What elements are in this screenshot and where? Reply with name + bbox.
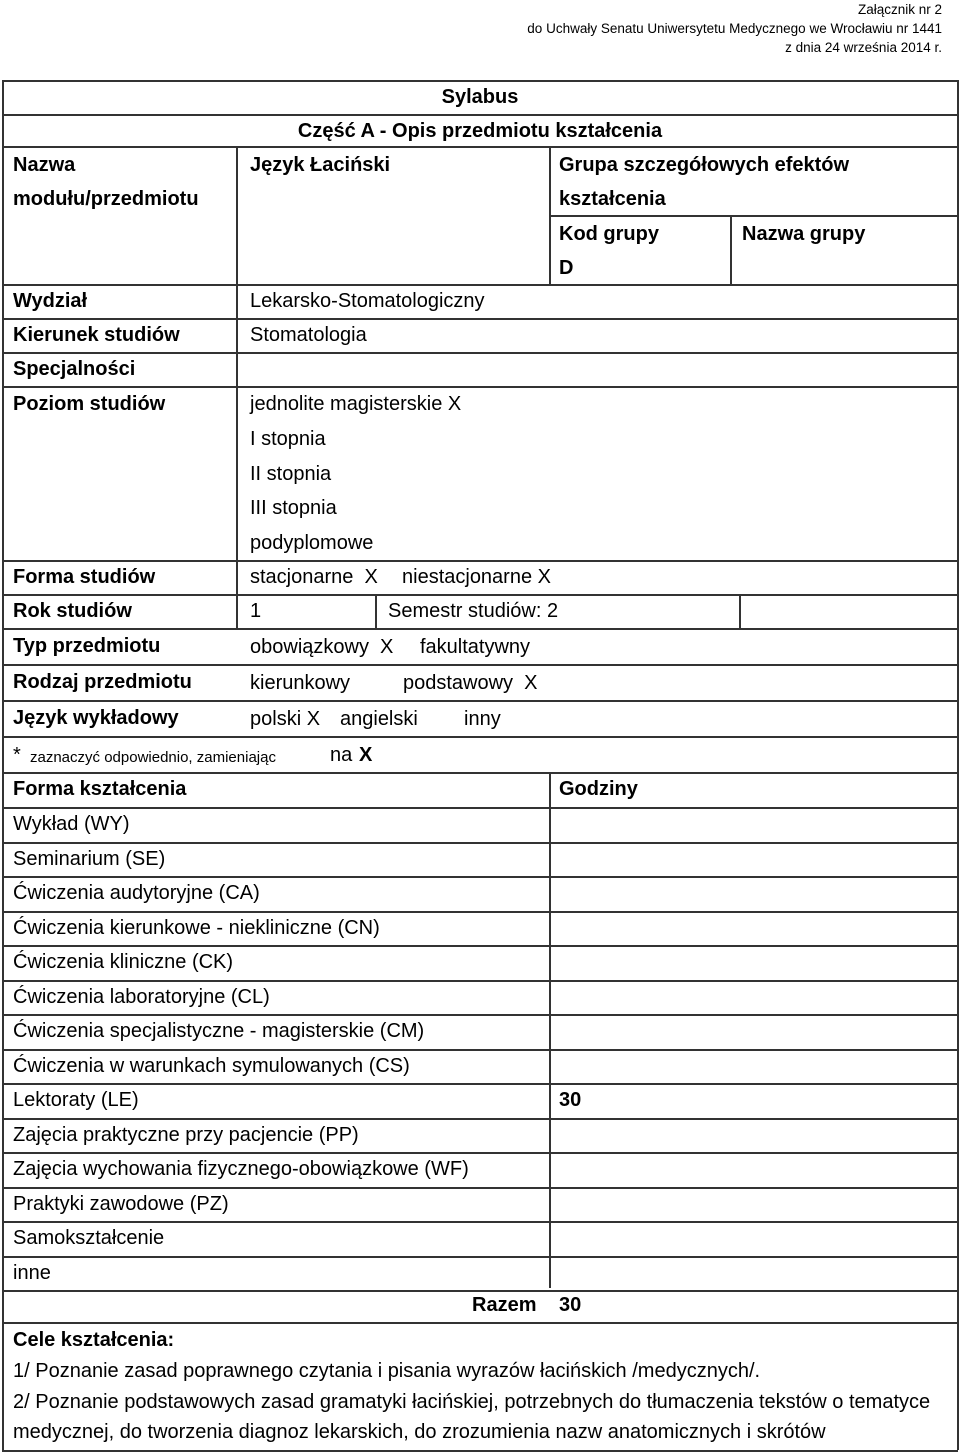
study-form-full-time: stacjonarne X xyxy=(250,566,378,588)
grid-line xyxy=(2,318,958,320)
course-type-label: Typ przedmiotu xyxy=(13,635,161,657)
form-row-label: Wykład (WY) xyxy=(13,813,130,835)
total-label: Razem xyxy=(472,1294,537,1316)
group-name-label: Nazwa grupy xyxy=(742,223,866,245)
form-row-label: Samokształcenie xyxy=(13,1227,165,1249)
syllabus-subtitle: Część A - Opis przedmiotu kształcenia xyxy=(297,120,663,142)
level-option: podyplomowe xyxy=(250,532,374,554)
resolution-date: z dnia 24 września 2014 r. xyxy=(785,40,942,55)
grid-line xyxy=(2,1256,958,1258)
note-text: zaznaczyć odpowiednio, zamieniając xyxy=(30,749,276,766)
course-kind-basic: podstawowy X xyxy=(403,672,538,694)
note-star: * xyxy=(13,744,21,766)
group-code-label: Kod grupy xyxy=(559,223,659,245)
study-form-label: Forma studiów xyxy=(13,566,156,588)
grid-line xyxy=(2,284,958,286)
course-kind-label: Rodzaj przedmiotu xyxy=(13,671,192,693)
form-row-label: Ćwiczenia kierunkowe - niekliniczne (CN) xyxy=(13,916,380,939)
grid-line xyxy=(2,352,958,354)
module-label: Nazwa xyxy=(13,154,76,176)
level-option: jednolite magisterskie X xyxy=(250,393,462,415)
total-value: 30 xyxy=(559,1294,582,1316)
language-polish: polski X xyxy=(250,708,321,730)
grid-line xyxy=(2,1290,958,1292)
semester-value: Semestr studiów: 2 xyxy=(388,600,559,622)
form-row-label: Zajęcia praktyczne przy pacjencie (PP) xyxy=(13,1123,359,1146)
grid-line xyxy=(375,594,377,628)
note-x: X xyxy=(359,744,373,766)
syllabus-title: Sylabus xyxy=(441,86,519,108)
grid-line xyxy=(2,1118,958,1120)
grid-line xyxy=(549,772,551,1288)
study-form-part-time: niestacjonarne X xyxy=(402,566,551,588)
document-header xyxy=(527,0,942,57)
form-row-label: Praktyki zawodowe (PZ) xyxy=(13,1192,229,1215)
course-type-optional: fakultatywny xyxy=(420,636,531,658)
form-row-label: Ćwiczenia audytoryjne (CA) xyxy=(13,882,260,904)
grid-line xyxy=(2,1187,958,1189)
group-title-continued: kształcenia xyxy=(559,188,666,210)
grid-line xyxy=(2,628,958,630)
language-label: Język wykładowy xyxy=(13,707,179,729)
form-row-label: Lektoraty (LE) xyxy=(13,1089,139,1111)
grid-line xyxy=(549,215,958,217)
specialty-label: Specjalności xyxy=(13,358,136,380)
grid-line xyxy=(2,1014,958,1016)
form-row-label: Seminarium (SE) xyxy=(13,847,166,870)
form-row-label: Ćwiczenia w warunkach symulowanych (CS) xyxy=(13,1054,410,1077)
grid-line xyxy=(957,80,959,1450)
grid-line xyxy=(2,386,958,388)
forms-header: Forma kształcenia xyxy=(13,778,187,800)
grid-line xyxy=(2,945,958,947)
goals-title: Cele kształcenia: xyxy=(13,1329,175,1351)
language-other: inny xyxy=(464,708,501,730)
course-type-mandatory: obowiązkowy X xyxy=(250,636,394,658)
grid-line xyxy=(2,1322,958,1324)
grid-line xyxy=(2,736,958,738)
faculty-label: Wydział xyxy=(13,290,88,312)
field-label: Kierunek studiów xyxy=(13,324,180,346)
level-label: Poziom studiów xyxy=(13,393,166,415)
level-option: I stopnia xyxy=(250,428,326,450)
grid-line xyxy=(2,560,958,562)
grid-line xyxy=(2,911,958,913)
grid-line xyxy=(2,1083,958,1085)
grid-line xyxy=(2,842,958,844)
form-row-label: Ćwiczenia laboratoryjne (CL) xyxy=(13,985,270,1008)
note-na: na xyxy=(330,744,353,766)
form-row-label: Zajęcia wychowania fizycznego-obowiązkowe (WF) xyxy=(13,1158,469,1180)
group-title: Grupa szczegółowych efektów xyxy=(559,154,850,176)
group-code-value: D xyxy=(559,257,574,279)
field-value: Stomatologia xyxy=(250,324,367,346)
goal-item: 1/ Poznanie zasad poprawnego czytania i pisania wyrazów łacińskich /medycznych/. xyxy=(13,1360,761,1382)
grid-line xyxy=(2,876,958,878)
hours-header: Godziny xyxy=(559,778,638,800)
form-row-label: Ćwiczenia kliniczne (CK) xyxy=(13,951,234,973)
module-name: Język Łaciński xyxy=(250,154,391,176)
grid-line xyxy=(2,700,958,702)
goal-item: 2/ Poznanie podstawowych zasad gramatyki łacińskiej, potrzebnych do tłumaczenia tekstów o tematyce xyxy=(13,1391,931,1413)
goal-item-continued: medycznej, do tworzenia diagnoz lekarskich, do zrozumienia nazw anatomicznych i skrótów xyxy=(13,1421,826,1443)
year-value: 1 xyxy=(250,600,262,622)
level-option: II stopnia xyxy=(250,463,332,485)
grid-line xyxy=(2,980,958,982)
grid-line xyxy=(2,1049,958,1051)
annex-number: Załącznik nr 2 xyxy=(857,2,942,17)
resolution-reference: do Uchwały Senatu Uniwersytetu Medycznego we Wrocławiu nr 1441 xyxy=(527,21,942,36)
faculty-value: Lekarsko-Stomatologiczny xyxy=(250,290,485,312)
grid-line xyxy=(2,664,958,666)
grid-line xyxy=(2,1152,958,1154)
grid-line xyxy=(2,772,958,774)
grid-line xyxy=(2,594,958,596)
grid-line xyxy=(2,114,958,116)
level-option: III stopnia xyxy=(250,497,337,519)
year-label: Rok studiów xyxy=(13,600,132,622)
grid-line xyxy=(2,80,958,82)
grid-line xyxy=(2,80,4,1450)
form-row-label: inne xyxy=(13,1261,51,1284)
grid-line xyxy=(739,594,741,628)
form-row-hours: 30 xyxy=(559,1089,582,1111)
grid-line xyxy=(2,807,958,809)
grid-line xyxy=(2,146,958,148)
language-english: angielski xyxy=(340,708,418,730)
course-kind-directional: kierunkowy xyxy=(250,672,351,694)
module-label-continued: modułu/przedmiotu xyxy=(13,188,199,210)
grid-line xyxy=(549,146,551,284)
grid-line xyxy=(236,146,238,628)
grid-line xyxy=(730,215,732,284)
grid-line xyxy=(2,1221,958,1223)
form-row-label: Ćwiczenia specjalistyczne - magisterskie (CM) xyxy=(13,1020,425,1042)
